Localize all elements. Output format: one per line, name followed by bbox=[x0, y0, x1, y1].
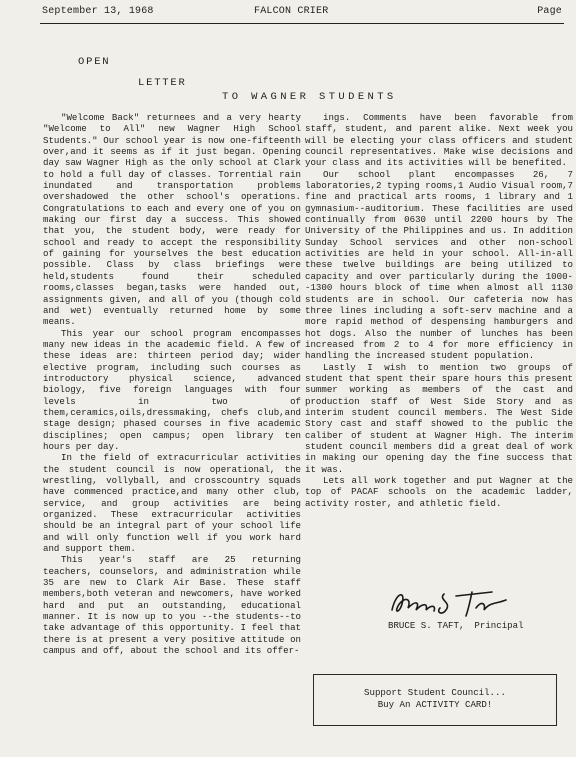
signer-line bbox=[388, 620, 524, 631]
header-rule bbox=[40, 23, 564, 24]
handwritten-signature bbox=[386, 586, 516, 620]
right-column bbox=[305, 112, 573, 509]
paragraph: This year's staff are 25 returning teachers, counselors, and administration while 35 are new to Clark Air Base. These staff members,both veteran and newcomers, have worked hard and put an outstanding, educational manner. It is now up to you --the students--to take advantage of this opportunity. I feel that there is at present a very positive attitude on campus and off, about the school and its offer- bbox=[43, 554, 301, 657]
paragraph: Lets all work together and put Wagner at the top of PACAF schools on the academic ladder, activity roster, and athletic field. bbox=[305, 475, 573, 509]
notice-line-1: Support Student Council... bbox=[364, 687, 506, 698]
paragraph: This year our school program encompasses many new ideas in the academic field. A few of these ideas are: thirteen period day; wider elective program, including such courses as introductory physical science, advanced biology, five foreign languages with four levels in two of them,ceramics,oils,dressmaking, chefs club,and stage design; phased courses in five academic disciplines; open campus; open library ten hours per day. bbox=[43, 327, 301, 452]
letter-title-line-2: LETTER bbox=[138, 77, 187, 89]
letter-title-line-1: OPEN bbox=[78, 56, 111, 68]
paragraph: "Welcome Back" returnees and a very hearty "Welcome to All" new Wagner High School Students." Our school year is now one-fifteenth over,and it seems as if it just began. Opening day saw Wagner High as the only school at Clark to hold a full day of classes. Torrential rain inundated and transportation problems overshadowed the other school's operations. Congratulations to each and every one of you on making our first day a success. This showed that you, the student body, were ready for school and ready to accept the responsibility of gaining for yourselves the best education possible. Class by class briefings were held,students found their scheduled rooms,classes began,tasks were handed out, assignments given, and all of you (though cold and wet) eventually returned home by some means. bbox=[43, 112, 301, 328]
publication-name: FALCON CRIER bbox=[254, 6, 329, 17]
activity-card-notice bbox=[313, 674, 557, 726]
paragraph: ings. Comments have been favorable from staff, student, and parent alike. Next week you will be electing your class officers and student council representatives. Make wise decisions and your class and its activities will be benefited. bbox=[305, 112, 573, 169]
signer-name: BRUCE S. TAFT, bbox=[388, 620, 465, 631]
paragraph: Lastly I wish to mention two groups of student that spent their spare hours this present summer working as members of the cast and production staff of West Side Story and as interim student council members. The West Side Story cast and staff showed to the public the caliber of student at Wagner High. The interim student council members did a great deal of work in making our opening day the fine success that it was. bbox=[305, 361, 573, 475]
page-label: Page bbox=[537, 6, 562, 17]
letter-title-line-3: TO WAGNER STUDENTS bbox=[222, 91, 397, 103]
signer-title: Principal bbox=[474, 620, 524, 631]
signature-icon bbox=[386, 586, 516, 620]
page-header bbox=[42, 6, 562, 20]
left-column bbox=[43, 112, 301, 657]
notice-line-2: Buy An ACTIVITY CARD! bbox=[377, 699, 493, 710]
issue-date: September 13, 1968 bbox=[42, 6, 154, 17]
paragraph: Our school plant encompasses 26, 7 laboratories,2 typing rooms,1 Audio Visual room,7 fine and practical arts rooms, 1 library and 1 gymnasium--auditorium. These facilities are used continually from 0630 until 2200 hours by The University of the Philippines and us. In addition Sunday School services and other non-school activities are held in your school. All-in-all these twelve buildings are being utilized to capacity and over particularly during the 1000--1300 hours block of time when almost all 1130 students are in school. Our cafeteria now has three lines including a soft-serv machine and a more rapid method of despensing hamburgers and hot dogs. Also the number of lunches has been increased from 2 to 4 for more efficiency in handling the increased student population. bbox=[305, 168, 573, 362]
paragraph: In the field of extracurricular activities the student council is now operational, the wrestling, vollyball, and crosscountry squads have commenced practice,and many other club, service, and group activities are being organized. These extracurricular activities should be an integral part of your school life and will only function well if you work hard and support them. bbox=[43, 452, 301, 555]
